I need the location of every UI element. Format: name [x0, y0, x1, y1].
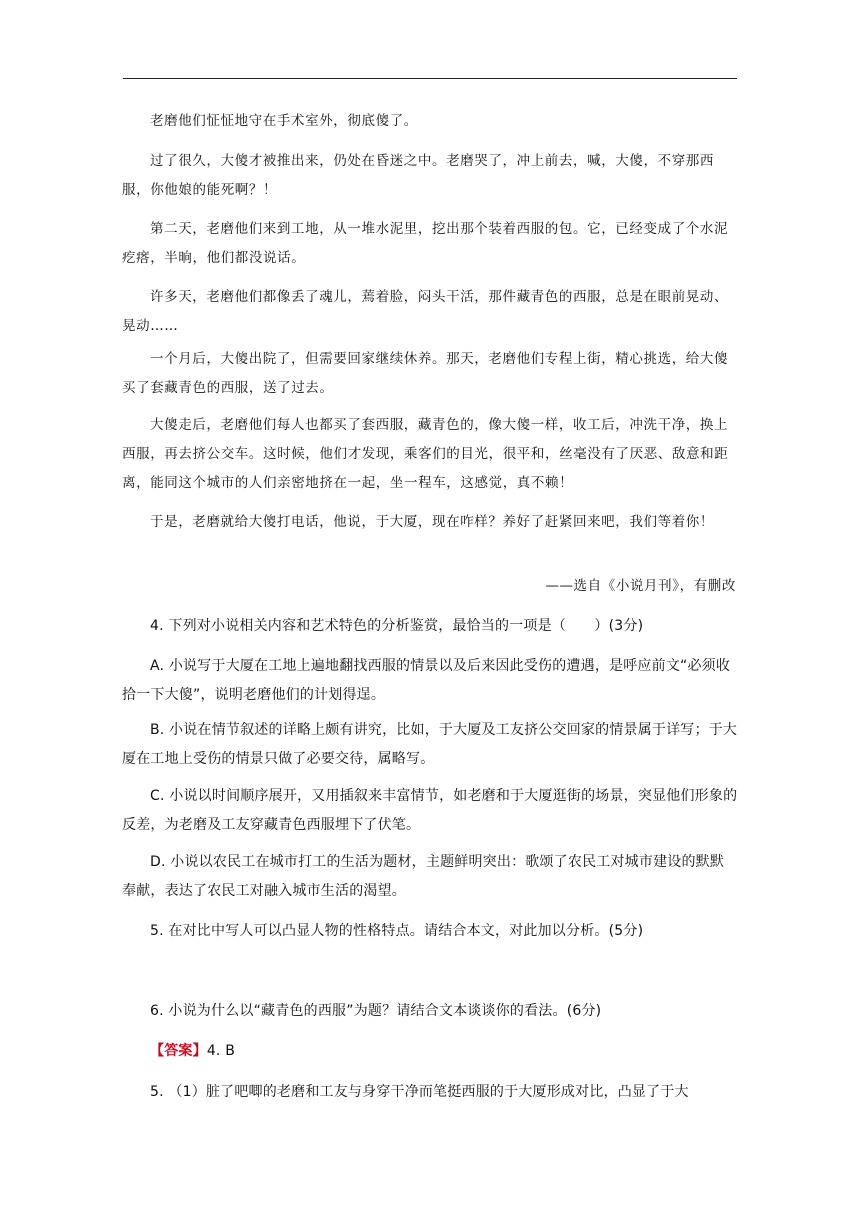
question-4: 4. 下列对小说相关内容和艺术特色的分析鉴赏，最恰当的一项是（ ）(3分): [150, 618, 644, 634]
passage-paragraph-5: 一个月后，大傻出院了，但需要回家继续休养。那天，老磨他们专程上街，精心挑选，给大傻买了套藏青色的西服，送了过去。: [122, 351, 729, 396]
option-d: D. 小说以农民工在城市打工的生活为题材，主题鲜明突出：歌颂了农民工对城市建设的默默奉献，表达了农民工对融入城市生活的渴望。: [122, 854, 725, 899]
source-citation: ——选自《小说月刊》，有删改: [545, 578, 736, 594]
answer-line: [122, 1037, 738, 1066]
passage-paragraph-4: 许多天，老磨他们都像丢了魂儿，蔫着脸，闷头干活，那件藏青色的西服，总是在眼前晃动、晃动……: [122, 289, 729, 334]
passage-paragraph-1: 老磨他们怔怔地守在手术室外，彻底傻了。: [150, 113, 418, 129]
answer-label: 【答案】: [150, 1043, 207, 1059]
question-6: 6. 小说为什么以“藏青色的西服”为题？请结合文本谈谈你的看法。(6分): [150, 1003, 602, 1019]
option-a: A. 小说写于大厦在工地上遍地翻找西服的情景以及后来因此受伤的遭遇，是呼应前文“必须收拾一下大傻”，说明老磨他们的计划得逞。: [122, 658, 731, 703]
option-b: B. 小说在情节叙述的详略上颇有讲究，比如，于大厦及工友挤公交回家的情景属于详写；于大厦在工地上受伤的情景只做了必要交待，属略写。: [122, 722, 738, 767]
answer-text: 4. B: [206, 1043, 236, 1059]
passage-paragraph-6: 大傻走后，老磨他们每人也都买了套西服，藏青色的，像大傻一样，收工后，冲洗干净，换上西服，再去挤公交车。这时候，他们才发现，乘客们的目光，很平和，丝毫没有了厌恶、敌意和距离，能同这个城市的人们亲密地挤在一起，坐一程车，这感觉，真不赖！: [122, 417, 729, 491]
answer-5: 5. （1）脏了吧唧的老磨和工友与身穿干净而笔挺西服的于大厦形成对比，凸显了于大: [150, 1084, 689, 1100]
passage-paragraph-2: 过了很久，大傻才被推出来，仍处在昏迷之中。老磨哭了，冲上前去，喊，大傻，不穿那西服，你他娘的能死啊？！: [122, 153, 714, 198]
passage-paragraph-3: 第二天，老磨他们来到工地，从一堆水泥里，挖出那个装着西服的包。它，已经变成了个水泥疙瘩，半晌，他们都没说话。: [122, 221, 729, 266]
question-5: 5. 在对比中写人可以凸显人物的性格特点。请结合本文，对此加以分析。(5分): [150, 923, 644, 939]
passage-paragraph-7: 于是，老磨就给大傻打电话，他说，于大厦，现在咋样？养好了赶紧回来吧，我们等着你！: [150, 514, 714, 530]
option-c: C. 小说以时间顺序展开，又用插叙来丰富情节，如老磨和于大厦逛街的场景，突显他们形象的反差，为老磨及工友穿藏青色西服埋下了伏笔。: [122, 788, 738, 833]
header-rule: [123, 78, 737, 79]
